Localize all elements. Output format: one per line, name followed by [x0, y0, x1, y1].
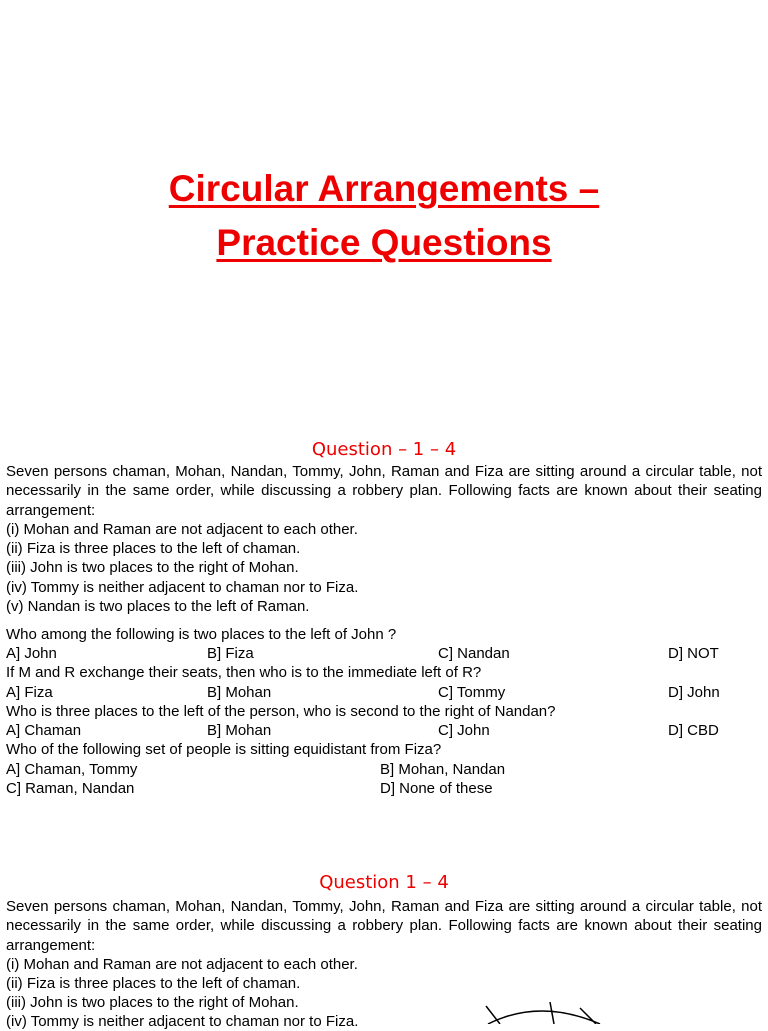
- option: B] Mohan, Nandan: [380, 761, 506, 778]
- options-row: [0, 644, 768, 663]
- seating-circle-diagram: [470, 996, 630, 1024]
- section2-intro: Seven persons chaman, Mohan, Nandan, Tommy, John, Raman and Fiza are sitting around a circular table, not necessarily in the same order, while discussing a robbery plan. Following facts are known about their seating arrangement:: [6, 898, 762, 954]
- section2-heading: Question 1 – 4: [319, 872, 449, 893]
- option: C] John: [438, 722, 490, 739]
- section1-fact: (v) Nandan is two places to the left of Raman.: [6, 598, 310, 615]
- section2-fact: (iv) Tommy is neither adjacent to chaman nor to Fiza.: [6, 1013, 359, 1030]
- section2-fact: (ii) Fiza is three places to the left of chaman.: [6, 975, 301, 992]
- section1-fact: (iv) Tommy is neither adjacent to chaman nor to Fiza.: [6, 579, 359, 596]
- option: D] CBD: [668, 722, 719, 739]
- slide-title: [0, 162, 768, 270]
- title-line-1: Circular Arrangements –: [168, 168, 600, 209]
- option: B] Fiza: [207, 645, 254, 662]
- option: B] Mohan: [207, 684, 272, 701]
- section1-fact: (ii) Fiza is three places to the left of chaman.: [6, 540, 301, 557]
- question-text: If M and R exchange their seats, then who is to the immediate left of R?: [6, 664, 482, 681]
- title-line-2: Practice Questions: [216, 222, 552, 263]
- option: C] Tommy: [438, 684, 506, 701]
- options-row: [0, 779, 768, 798]
- question-text: Who among the following is two places to the left of John ?: [6, 626, 397, 643]
- option: A] Chaman, Tommy: [6, 761, 138, 778]
- option: D] NOT: [668, 645, 719, 662]
- options-row: [0, 721, 768, 740]
- option: A] Fiza: [6, 684, 53, 701]
- option: C] Raman, Nandan: [6, 780, 135, 797]
- question-text: Who is three places to the left of the person, who is second to the right of Nandan?: [6, 703, 556, 720]
- option: A] Chaman: [6, 722, 82, 739]
- section1-fact: (i) Mohan and Raman are not adjacent to each other.: [6, 521, 358, 538]
- options-row: [0, 760, 768, 779]
- section2-fact: (iii) John is two places to the right of Mohan.: [6, 994, 299, 1011]
- option: B] Mohan: [207, 722, 272, 739]
- option: D] John: [668, 684, 720, 701]
- options-row: [0, 683, 768, 702]
- section1-heading: Question – 1 – 4: [311, 439, 457, 460]
- option: C] Nandan: [438, 645, 510, 662]
- question-text: Who of the following set of people is sitting equidistant from Fiza?: [6, 741, 442, 758]
- section1-intro: Seven persons chaman, Mohan, Nandan, Tommy, John, Raman and Fiza are sitting around a circular table, not necessarily in the same order, while discussing a robbery plan. Following facts are known about their seating arrangement:: [6, 463, 762, 519]
- option: A] John: [6, 645, 57, 662]
- option: D] None of these: [380, 780, 493, 797]
- section2-fact: (i) Mohan and Raman are not adjacent to each other.: [6, 956, 358, 973]
- section1-fact: (iii) John is two places to the right of Mohan.: [6, 559, 299, 576]
